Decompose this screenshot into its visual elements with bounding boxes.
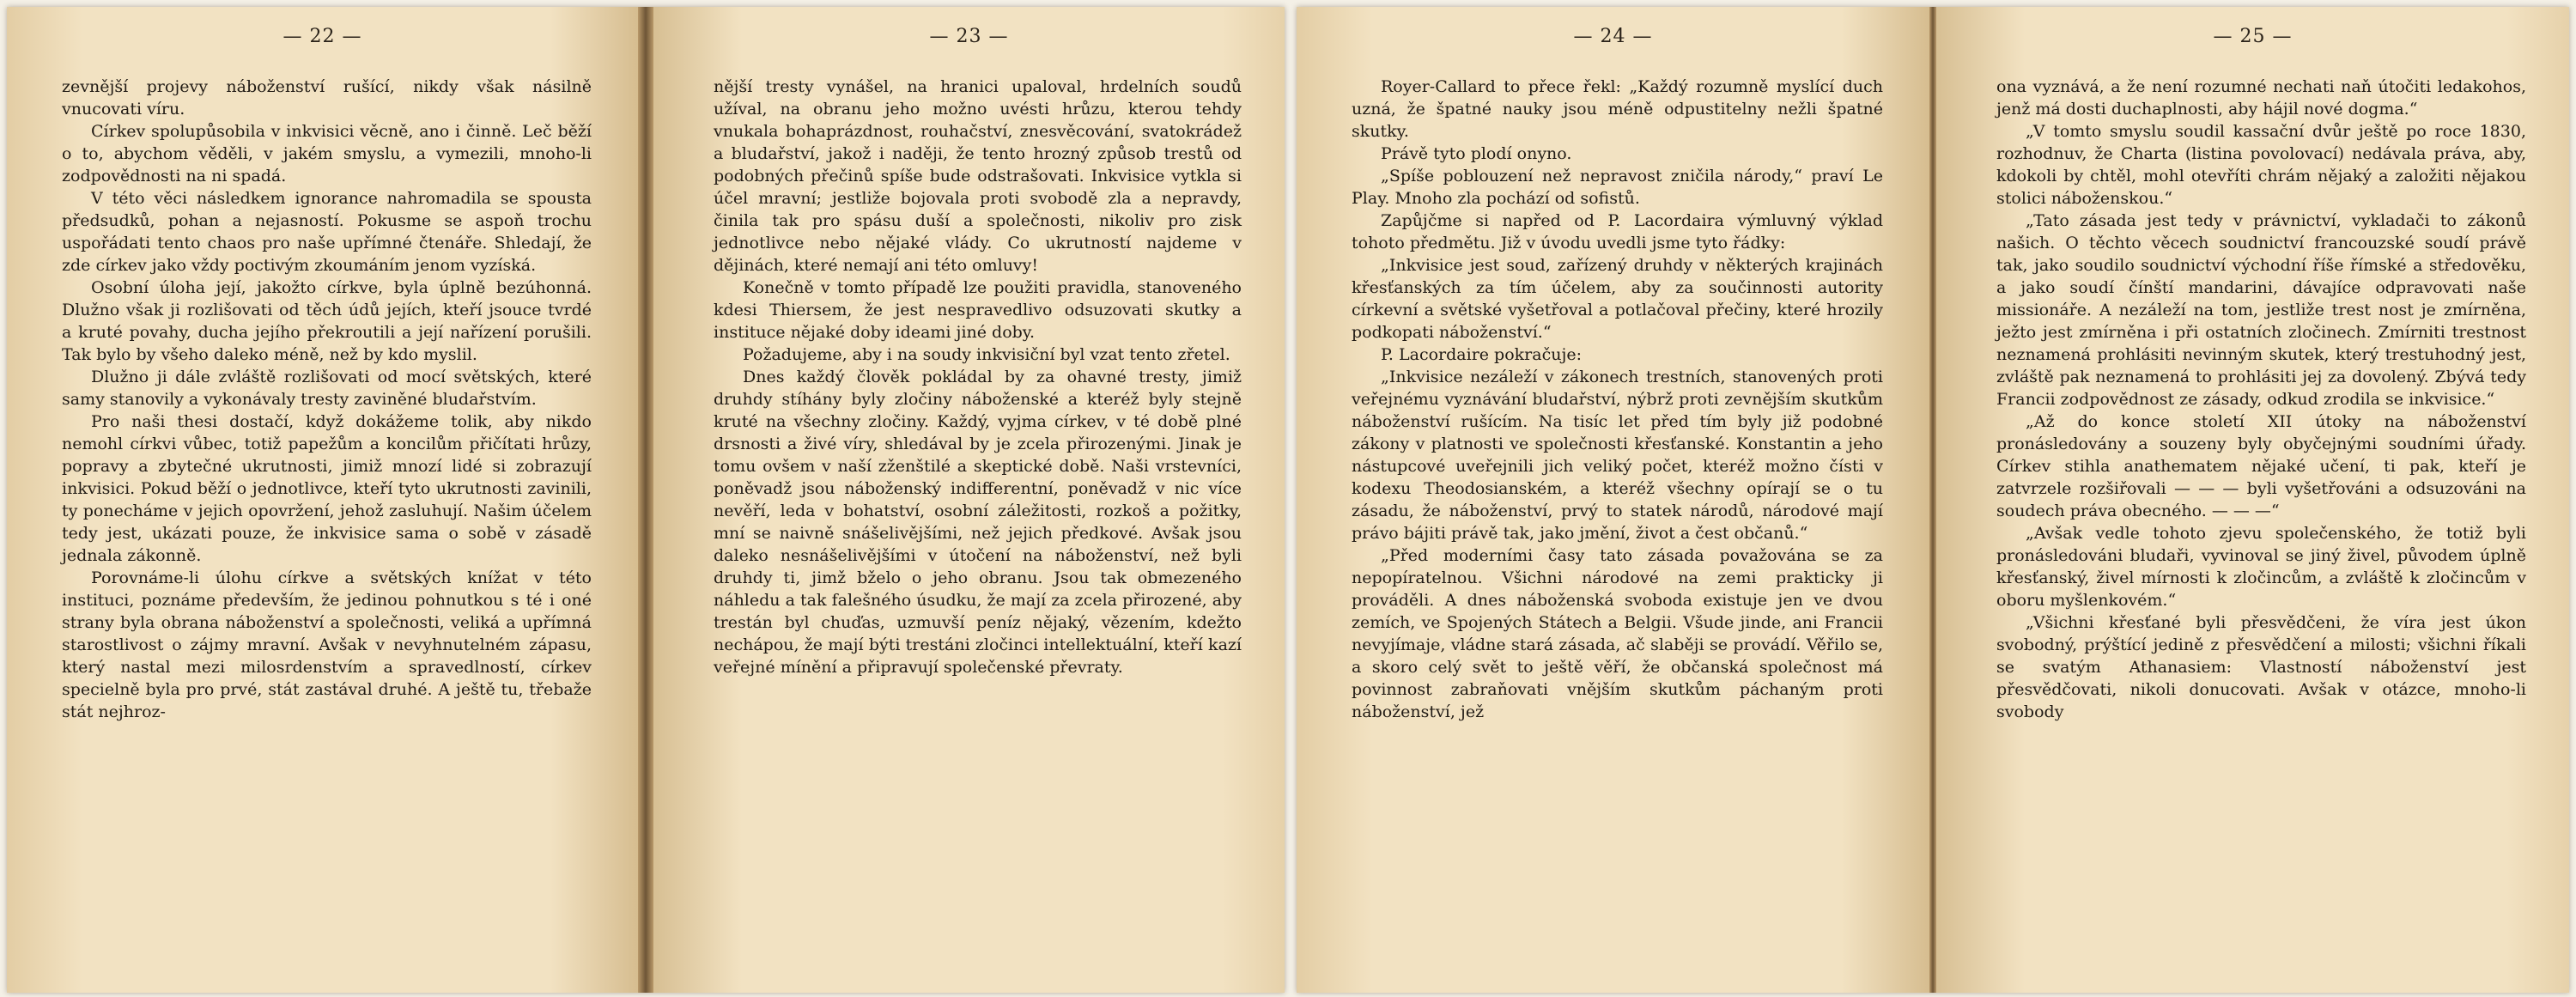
page-text — [1352, 76, 1883, 723]
paragraph: „V tomto smyslu soudil kassační dvůr ještě po roce 1830, rozhodnuv, že Charta (listina povolovací) nedávala práva, aby, kdokoli by chtěl, mohl otevříti chrám nějaký a založiti nějakou stolici náboženskou.“ — [1996, 122, 2526, 208]
paragraph: Právě tyto plodí onyno. — [1381, 144, 1572, 163]
paragraph: Požadujeme, aby i na soudy inkvisiční byl vzat tento zřetel. — [743, 345, 1230, 364]
paragraph: Konečně v tomto případě lze použiti pravidla, stanoveného kdesi Thiersem, že jest nespravedlivo odsuzovati skutky a instituce nějaké doby ideami jiné doby. — [714, 278, 1242, 342]
paragraph: „Až do konce století XII útoky na náboženství pronásledovány a souzeny byly obyčejnými soudními úřady. Církev stihla anathematem nějaké učení, ti pak, kteří je zatvrzele rozšiřovali — — — byli vyšetřováni a odsuzováni na soudech práva obecného. — — —“ — [1996, 412, 2526, 520]
book-page-22 — [7, 7, 638, 993]
paragraph: V této věci následkem ignorance nahromadila se spousta předsudků, pohan a nejasností. Pokusme se aspoň trochu uspořádati tento chaos pro naše upřímné čtenáře. Shledají, že zde církev jako vždy poctivým zkoumáním jenom vyzíská. — [62, 189, 592, 275]
book-spread-right — [1297, 7, 2569, 993]
paragraph: „Všichni křesťané byli přesvědčeni, že víra jest úkon svobodný, prýštící jedině z přesvědčení a milosti; všichni říkali se svatým Athanasiem: Vlastností náboženství jest přesvědčovati, nikoli donucovati. Avšak v otázce, mnoho-li svobody — [1996, 613, 2526, 721]
book-gutter — [1929, 7, 1936, 993]
paragraph: „Spíše poblouzení než nepravost zničila národy,“ praví Le Play. Mnoho zla pochází od sofistů. — [1352, 167, 1883, 208]
paragraph: P. Lacordaire pokračuje: — [1381, 345, 1582, 364]
book-page-25 — [1936, 7, 2569, 993]
paragraph: „Před moderními časy tato zásada považována se za nepopíratelnou. Všichni národové na zemi prakticky ji prováděli. A dnes náboženská svoboda existuje jen ve dvou zemích, ve Spojených Státech a Belgii. Všude jinde, ani Francii nevyjímaje, vládne stará zásada, ač slaběji se provádí. Věřilo se, a skoro celý svět to ještě věří, že občanská společnost má povinnost zabraňovati vnějším skutkům páchaným proti náboženství, jež — [1352, 546, 1883, 721]
book-spread-left — [7, 7, 1285, 993]
paragraph: Dlužno ji dále zvláště rozlišovati od mocí světských, které samy stanovily a vykonávaly tresty zaviněné bludařstvím. — [62, 368, 592, 409]
paragraph: nější tresty vynášel, na hranici upaloval, hrdelních soudů užíval, na obranu jeho možno uvésti hrůzu, kterou tehdy vnukala bohaprázdnost, rouhačství, znesvěcování, svatokrádež a bludařství, jakož i naději, že tento hrozný způsob trestů od podobných přečinů spíše bude odstrašovati. Inkvisice vytkla si účel mravní; jestliže bojovala proti svobodě zla a nepravdy, činila tak pro spásu duší a společnosti, nikoliv pro zisk jednotlivce nebo nějaké vlády. Co ukrutností najdeme v dějinách, které nemají ani této omluvy! — [714, 77, 1242, 275]
paragraph: Porovnáme-li úlohu církve a světských knížat v této instituci, poznáme především, že jedinou pohnutkou s té i oné strany byla obrana náboženství a společnosti, veliká a upřímná starostlivost o zájmy mravní. Avšak v nevyhnutelném zápasu, který nastal mezi milosrdenstvím a spravedlností, církev specielně byla pro prvé, stát zastával druhé. A ještě tu, třebaže stát nejhroz- — [62, 568, 592, 721]
page-text — [62, 76, 592, 723]
page-number: — 23 — — [929, 26, 1009, 47]
paragraph: Pro naši thesi dostačí, když dokážeme tolik, aby nikdo nemohl církvi vůbec, totiž papežům a koncilům přičítati hrůzy, popravy a zbytečné ukrutnosti, jimiž mnozí lidé si zobrazují inkvisici. Pokud běží o jednotlivce, kteří tyto ukrutnosti zavinili, ty ponecháme v jejich opovržení, jehož zasluhují. Našim účelem tedy jest, ukázati pouze, že inkvisice sama o sobě v zásadě jednala zákonně. — [62, 412, 592, 565]
paragraph: „Tato zásada jest tedy v právnictví, vykladači to zákonů našich. O těchto věcech soudnictví francouzské soudí právě tak, jako soudilo soudnictví východní říše římské a středověku, a jako soudí čínští mandarini, dávajíce odpravovati naše missionáře. A nezáleží na tom, jestliže trest nost je zmírněna, ježto jest zmírněna i při ostatních zločinech. Zmírniti trestnost neznamená prohlásiti nevinným skutek, který trestuhodný jest, zvláště pak neznamená to prohlásiti jej za dovolený. Zbývá tedy Francii zodpovědnost ze zásady, odkud zrodila se inkvisice.“ — [1996, 211, 2526, 409]
paragraph: Církev spolupůsobila v inkvisici věcně, ano i činně. Leč běží o to, abychom věděli, v jakém smyslu, a vymezili, mnoho-li zodpovědnosti na ni spadá. — [62, 122, 592, 185]
paragraph: zevnější projevy náboženství rušící, nikdy však násilně vnucovati víru. — [62, 77, 592, 119]
paragraph: ona vyznává, a že není rozumné nechati naň útočiti ledakohos, jenž má dosti duchaplnosti, aby hájil nové dogma.“ — [1996, 77, 2526, 119]
paragraph: „Avšak vedle tohoto zjevu společenského, že totiž byli pronásledováni bludaři, vyvinoval se jiný živel, původem úplně křesťanský, živel mírnosti k zločincům, a zvláště k zločincům v oboru myšlenkovém.“ — [1996, 524, 2526, 610]
page-text — [714, 76, 1242, 678]
paragraph: „Inkvisice nezáleží v zákonech trestních, stanovených proti veřejnému vyznávání bludařství, nýbrž proti zevnějším skutkům náboženství rušícím. Na tisíc let před tím byly již podobné zákony v platnosti ve společnosti křesťanské. Konstantin a jeho nástupcové uveřejnili jich veliký počet, kteréž možno čísti v kodexu Theodosianském, a kteréž všechny opírají se o tu zásadu, že náboženství, prvý to statek národů, národové mají právo bájiti právě tak, jako jmění, život a čest občanů.“ — [1352, 368, 1883, 543]
page-number: — 24 — — [1573, 26, 1653, 47]
paragraph: Zapůjčme si napřed od P. Lacordaira výmluvný výklad tohoto předmětu. Již v úvodu uvedli jsme tyto řádky: — [1352, 211, 1883, 252]
paragraph: „Inkvisice jest soud, zařízený druhdy v některých krajinách křesťanských za tím účelem, aby za součinnosti autority církevní a světské vyšetřoval a potlačoval přečiny, které hrozily podkopati náboženství.“ — [1352, 256, 1883, 342]
book-page-24 — [1297, 7, 1929, 993]
paragraph: Royer-Callard to přece řekl: „Každý rozumně myslící duch uzná, že špatné nauky jsou méně odpustitelny nežli špatné skutky. — [1352, 77, 1883, 141]
paragraph: Osobní úloha její, jakožto církve, byla úplně bezúhonná. Dlužno však ji rozlišovati od těch údů jejích, kteří jsouce tvrdé a kruté povahy, ducha jejího překroutili a její nařízení porušili. Tak bylo by všeho daleko méně, než by kdo myslil. — [62, 278, 592, 364]
book-page-23 — [653, 7, 1285, 993]
book-gutter — [638, 7, 653, 993]
page-number: — 25 — — [2213, 26, 2293, 47]
page-number: — 22 — — [283, 26, 362, 47]
page-text — [1996, 76, 2526, 723]
paragraph: Dnes každý člověk pokládal by za ohavné tresty, jimiž druhdy stíhány byly zločiny náboženské a kteréž byly stejně kruté na všechny zločiny. Každý, vyjma církev, v té době plné drsnosti a živé víry, shledával by je zcela přirozenými. Jinak je tomu ovšem v naší zženštilé a skeptické době. Naši vrstevníci, poněvadž jsou náboženský indifferentní, poněvadž v nic více nevěří, leda v bohatství, osobní záležitosti, rozkoš a požitky, mní se naivně snášelivějšími, než jejich předkové. Avšak jsou daleko nesnášelivějšími v útočení na náboženství, než byli druhdy ti, jimž bželo o jeho obranu. Jsou tak obmezeného náhledu a tak falešného úsudku, že mají za zcela přirozené, aby trestán byl chuďas, uzmuvší peníz nějaký, vězením, kdežto nechápou, že mají býti trestáni zločinci intellektuální, kteří kazí veřejné mínění a připravují společenské převraty. — [714, 368, 1242, 677]
